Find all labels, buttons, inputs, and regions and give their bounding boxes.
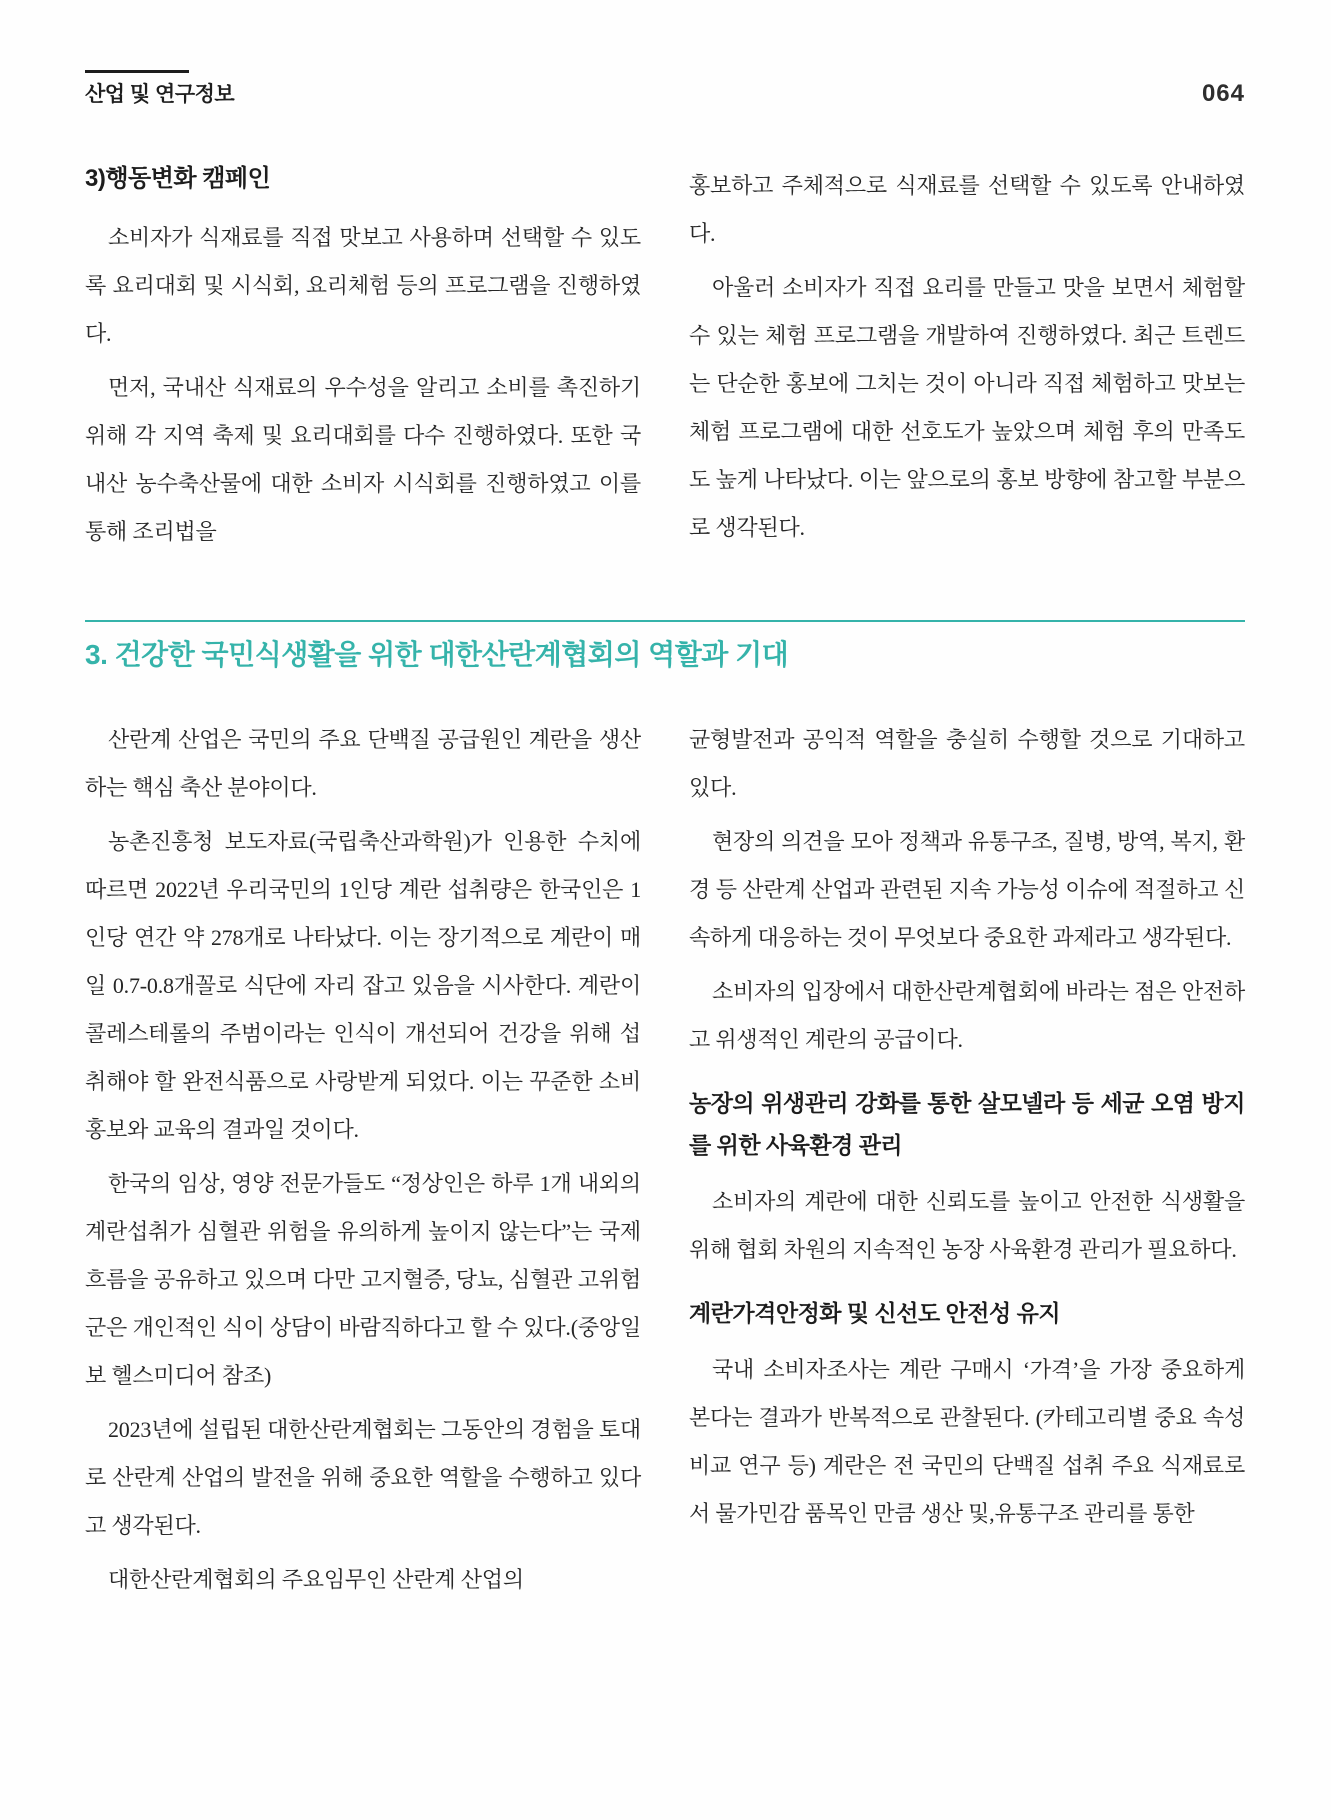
page-header (85, 70, 1245, 108)
page-number: 064 (1201, 80, 1245, 107)
paragraph: 먼저, 국내산 식재료의 우수성을 알리고 소비를 촉진하기 위해 각 지역 축제 및 요리대회를 다수 진행하였다. 또한 국내산 농수축산물에 대한 소비자 시식회를 진행하였고 이를 통해 조리법을 (85, 375, 641, 544)
subheading: 계란가격안정화 및 신선도 안전성 유지 (689, 1300, 1061, 1326)
paragraph: 소비자의 계란에 대한 신뢰도를 높이고 안전한 식생활을 위해 협회 차원의 지속적인 농장 사육환경 관리가 필요하다. (689, 1189, 1245, 1262)
paragraph: 한국의 임상, 영양 전문가들도 “정상인은 하루 1개 내외의 계란섭취가 심혈관 위험을 유의하게 높이지 않는다”는 국제흐름을 공유하고 있으며 다만 고지혈증, 당뇨, 심혈관 고위험군은 개인적인 식이 상담이 바람직하다고 할 수 있다.(중앙일보 헬스미디어 참조) (85, 1171, 641, 1388)
section-divider-rule (85, 620, 1245, 622)
column-heading: 3)행동변화 캠페인 (85, 165, 271, 192)
section-title: 3. 건강한 국민식생활을 위한 대한산란계협회의 역할과 기대 (85, 639, 789, 670)
paragraph: 홍보하고 주체적으로 식재료를 선택할 수 있도록 안내하였다. (689, 173, 1245, 246)
top-article-columns (85, 162, 1245, 562)
paragraph: 현장의 의견을 모아 정책과 유통구조, 질병, 방역, 복지, 환경 등 산란계 산업과 관련된 지속 가능성 이슈에 적절하고 신속하게 대응하는 것이 무엇보다 중요한 과제라고 생각된다. (689, 829, 1245, 950)
paragraph: 산란계 산업은 국민의 주요 단백질 공급원인 계란을 생산하는 핵심 축산 분야이다. (85, 727, 641, 800)
section3-left-column (85, 716, 641, 1610)
subheading: 농장의 위생관리 강화를 통한 살모넬라 등 세균 오염 방지를 위한 사육환경 관리 (689, 1090, 1245, 1158)
section-category-label: 산업 및 연구정보 (85, 83, 235, 106)
section3-right-column (689, 716, 1245, 1610)
section3-columns (85, 716, 1245, 1610)
header-rule (85, 70, 189, 73)
paragraph: 대한산란계협회의 주요임무인 산란계 산업의 (108, 1567, 524, 1592)
paragraph: 농촌진흥청 보도자료(국립축산과학원)가 인용한 수치에 따르면 2022년 우리국민의 1인당 계란 섭취량은 한국인은 1인당 연간 약 278개로 나타났다. 이는 장기적으로 계란이 매일 0.7-0.8개꼴로 식단에 자리 잡고 있음을 시사한다. 계란이 콜레스테롤의 주범이라는 인식이 개선되어 건강을 위해 섭취해야 할 완전식품으로 사랑받게 되었다. 이는 꾸준한 소비홍보와 교육의 결과일 것이다. (85, 829, 641, 1142)
top-left-column (85, 162, 641, 562)
top-right-column (689, 162, 1245, 562)
paragraph: 2023년에 설립된 대한산란계협회는 그동안의 경험을 토대로 산란계 산업의 발전을 위해 중요한 역할을 수행하고 있다고 생각된다. (85, 1417, 641, 1538)
paragraph: 국내 소비자조사는 계란 구매시 ‘가격’을 가장 중요하게 본다는 결과가 반복적으로 관찰된다. (카테고리별 중요 속성 비교 연구 등) 계란은 전 국민의 단백질 섭취 주요 식재료로서 물가민감 품목인 만큼 생산 및,유통구조 관리를 통한 (689, 1357, 1245, 1526)
paragraph: 균형발전과 공익적 역할을 충실히 수행할 것으로 기대하고 있다. (689, 727, 1245, 800)
paragraph: 아울러 소비자가 직접 요리를 만들고 맛을 보면서 체험할 수 있는 체험 프로그램을 개발하여 진행하였다. 최근 트렌드는 단순한 홍보에 그치는 것이 아니라 직접 체험하고 맛보는 체험 프로그램에 대한 선호도가 높았으며 체험 후의 만족도도 높게 나타났다. 이는 앞으로의 홍보 방향에 참고할 부분으로 생각된다. (689, 275, 1245, 540)
header-left (85, 70, 234, 108)
paragraph: 소비자의 입장에서 대한산란계협회에 바라는 점은 안전하고 위생적인 계란의 공급이다. (689, 979, 1245, 1052)
paragraph: 소비자가 식재료를 직접 맛보고 사용하며 선택할 수 있도록 요리대회 및 시식회, 요리체험 등의 프로그램을 진행하였다. (85, 225, 641, 346)
